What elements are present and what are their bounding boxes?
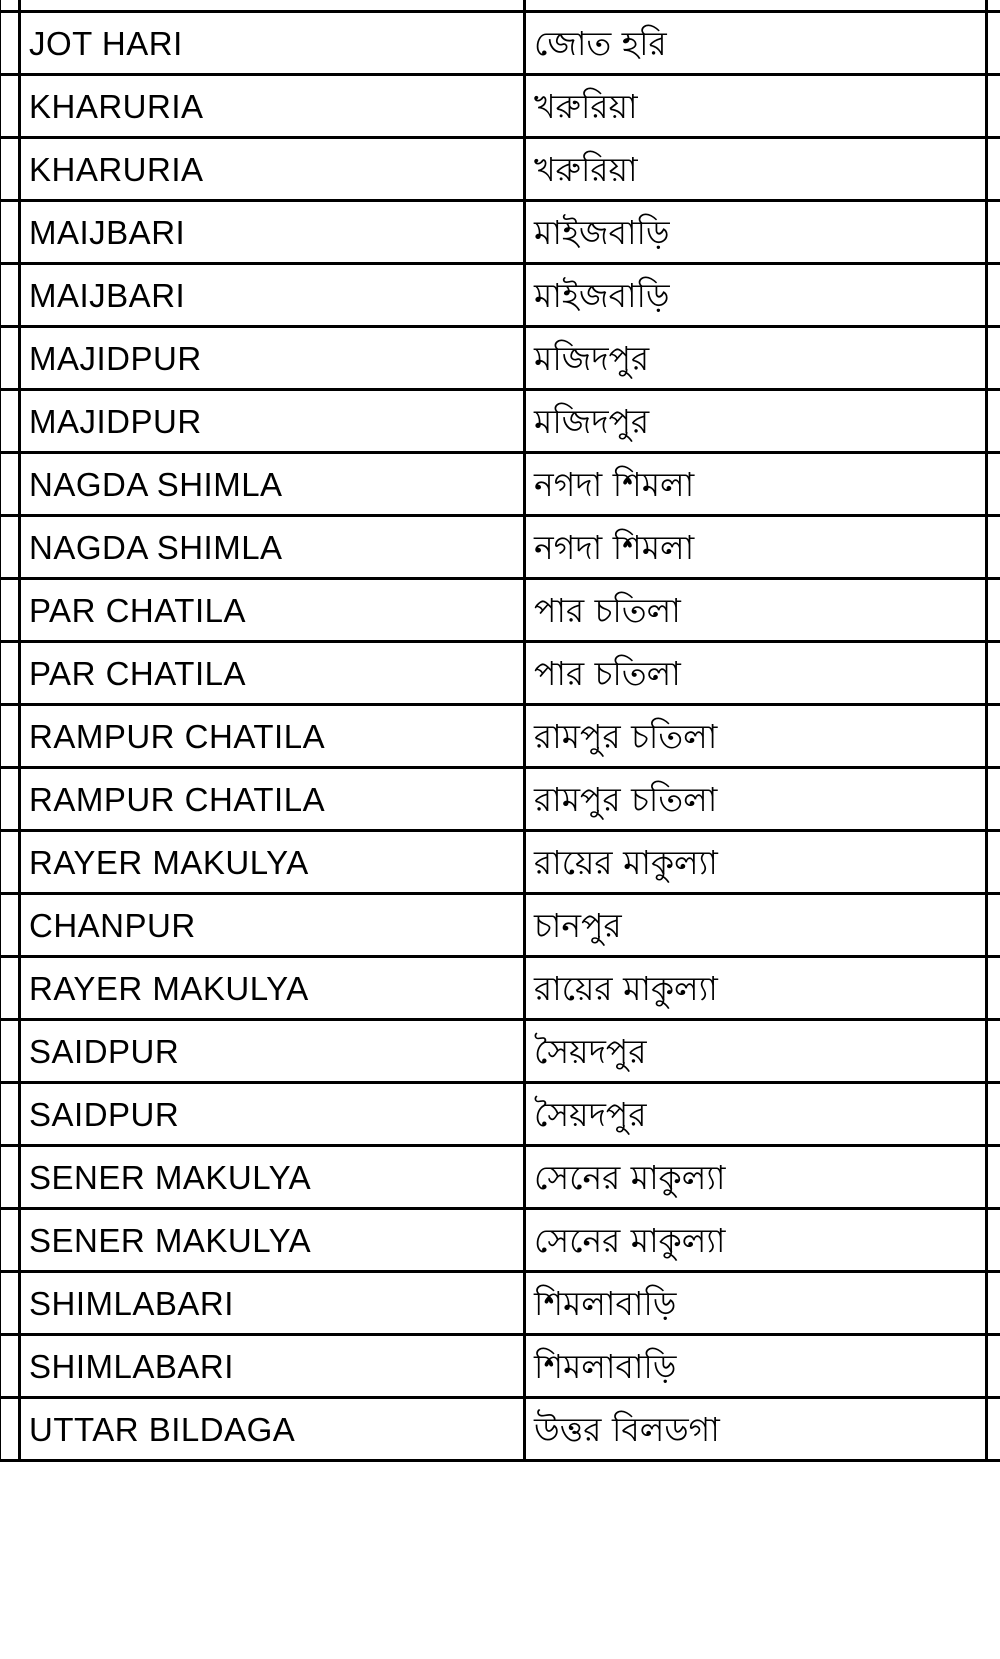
english-name-cell: RAYER MAKULYA	[20, 831, 525, 894]
edge-cell	[0, 831, 20, 894]
english-name-cell: MAIJBARI	[20, 201, 525, 264]
english-name-cell: SENER MAKULYA	[20, 1209, 525, 1272]
edge-cell	[987, 201, 1000, 264]
edge-cell	[0, 579, 20, 642]
edge-cell	[0, 264, 20, 327]
bengali-name-cell: সৈয়দপুর	[525, 1083, 987, 1146]
edge-cell	[0, 957, 20, 1020]
english-name-cell: RAMPUR CHATILA	[20, 768, 525, 831]
edge-cell	[987, 75, 1000, 138]
edge-cell	[987, 453, 1000, 516]
table-row	[0, 705, 1000, 768]
english-name-cell: PAR CHATILA	[20, 642, 525, 705]
edge-cell	[987, 264, 1000, 327]
edge-cell	[0, 390, 20, 453]
table-row	[0, 327, 1000, 390]
table-row	[0, 516, 1000, 579]
table-row	[0, 768, 1000, 831]
english-name-cell: PAR CHATILA	[20, 579, 525, 642]
table-row	[0, 1209, 1000, 1272]
english-name-cell: MAIJBARI	[20, 264, 525, 327]
edge-cell	[987, 579, 1000, 642]
edge-cell	[987, 0, 1000, 12]
english-name-cell: SENER MAKULYA	[20, 1146, 525, 1209]
table-row	[0, 201, 1000, 264]
edge-cell	[0, 1083, 20, 1146]
bengali-name-cell	[525, 0, 987, 12]
bengali-name-cell: নগদা শিমলা	[525, 453, 987, 516]
edge-cell	[987, 138, 1000, 201]
bengali-name-cell: নগদা শিমলা	[525, 516, 987, 579]
edge-cell	[987, 1335, 1000, 1398]
english-name-cell: CHANPUR	[20, 894, 525, 957]
edge-cell	[987, 894, 1000, 957]
bengali-name-cell: রায়ের মাকুল্যা	[525, 957, 987, 1020]
bengali-name-cell: রায়ের মাকুল্যা	[525, 831, 987, 894]
english-name-cell: MAJIDPUR	[20, 390, 525, 453]
edge-cell	[987, 1083, 1000, 1146]
bengali-name-cell: সেনের মাকুল্যা	[525, 1146, 987, 1209]
bengali-name-cell: মজিদপুর	[525, 390, 987, 453]
edge-cell	[0, 0, 20, 12]
table-row	[0, 642, 1000, 705]
bengali-name-cell: জোত হরি	[525, 12, 987, 75]
edge-cell	[0, 1146, 20, 1209]
english-name-cell: NAGDA SHIMLA	[20, 453, 525, 516]
table-row	[0, 1272, 1000, 1335]
edge-cell	[0, 327, 20, 390]
bengali-name-cell: উত্তর বিলডগা	[525, 1398, 987, 1461]
edge-cell	[987, 957, 1000, 1020]
edge-cell	[987, 768, 1000, 831]
bengali-name-cell: মজিদপুর	[525, 327, 987, 390]
table-row	[0, 453, 1000, 516]
english-name-cell: SHIMLABARI	[20, 1335, 525, 1398]
edge-cell	[0, 768, 20, 831]
english-name-cell: RAMPUR CHATILA	[20, 705, 525, 768]
bengali-name-cell: শিমলাবাড়ি	[525, 1272, 987, 1335]
edge-cell	[987, 12, 1000, 75]
english-name-cell: SAIDPUR	[20, 1083, 525, 1146]
english-name-cell: NAGDA SHIMLA	[20, 516, 525, 579]
table-row	[0, 1398, 1000, 1461]
edge-cell	[987, 705, 1000, 768]
bengali-name-cell: পার চতিলা	[525, 642, 987, 705]
edge-cell	[987, 1398, 1000, 1461]
english-name-cell: JOT HARI	[20, 12, 525, 75]
bengali-name-cell: সৈয়দপুর	[525, 1020, 987, 1083]
bengali-name-cell: চানপুর	[525, 894, 987, 957]
english-name-cell: SHIMLABARI	[20, 1272, 525, 1335]
edge-cell	[0, 75, 20, 138]
table-row	[0, 579, 1000, 642]
bengali-name-cell: রামপুর চতিলা	[525, 768, 987, 831]
table-row	[0, 1083, 1000, 1146]
bengali-name-cell: খরুরিয়া	[525, 75, 987, 138]
edge-cell	[987, 1209, 1000, 1272]
english-name-cell: KHARURIA	[20, 138, 525, 201]
edge-cell	[987, 390, 1000, 453]
edge-cell	[0, 705, 20, 768]
edge-cell	[0, 894, 20, 957]
english-name-cell: RAYER MAKULYA	[20, 957, 525, 1020]
edge-cell	[0, 1020, 20, 1083]
edge-cell	[0, 201, 20, 264]
edge-cell	[987, 1020, 1000, 1083]
edge-cell	[0, 1335, 20, 1398]
edge-cell	[987, 1272, 1000, 1335]
edge-cell	[0, 1398, 20, 1461]
table-row	[0, 390, 1000, 453]
table-row	[0, 12, 1000, 75]
table-row	[0, 264, 1000, 327]
edge-cell	[0, 138, 20, 201]
bengali-name-cell: পার চতিলা	[525, 579, 987, 642]
bengali-name-cell: শিমলাবাড়ি	[525, 1335, 987, 1398]
table-row	[0, 1020, 1000, 1083]
cropped-header-row	[0, 0, 1000, 12]
english-name-cell: SAIDPUR	[20, 1020, 525, 1083]
english-name-cell: MAJIDPUR	[20, 327, 525, 390]
bengali-name-cell: মাইজবাড়ি	[525, 201, 987, 264]
table-row	[0, 138, 1000, 201]
english-name-cell: UTTAR BILDAGA	[20, 1398, 525, 1461]
edge-cell	[987, 327, 1000, 390]
bengali-name-cell: মাইজবাড়ি	[525, 264, 987, 327]
english-name-cell: KHARURIA	[20, 75, 525, 138]
table-row	[0, 75, 1000, 138]
edge-cell	[0, 1272, 20, 1335]
table-row	[0, 894, 1000, 957]
english-name-cell	[20, 0, 525, 12]
edge-cell	[0, 453, 20, 516]
table-row	[0, 1335, 1000, 1398]
table-row	[0, 1146, 1000, 1209]
edge-cell	[0, 642, 20, 705]
edge-cell	[987, 831, 1000, 894]
table-row	[0, 957, 1000, 1020]
edge-cell	[0, 12, 20, 75]
bengali-name-cell: রামপুর চতিলা	[525, 705, 987, 768]
edge-cell	[987, 1146, 1000, 1209]
edge-cell	[0, 1209, 20, 1272]
edge-cell	[0, 516, 20, 579]
bengali-name-cell: খরুরিয়া	[525, 138, 987, 201]
bengali-name-cell: সেনের মাকুল্যা	[525, 1209, 987, 1272]
edge-cell	[987, 642, 1000, 705]
table-row	[0, 831, 1000, 894]
edge-cell	[987, 516, 1000, 579]
